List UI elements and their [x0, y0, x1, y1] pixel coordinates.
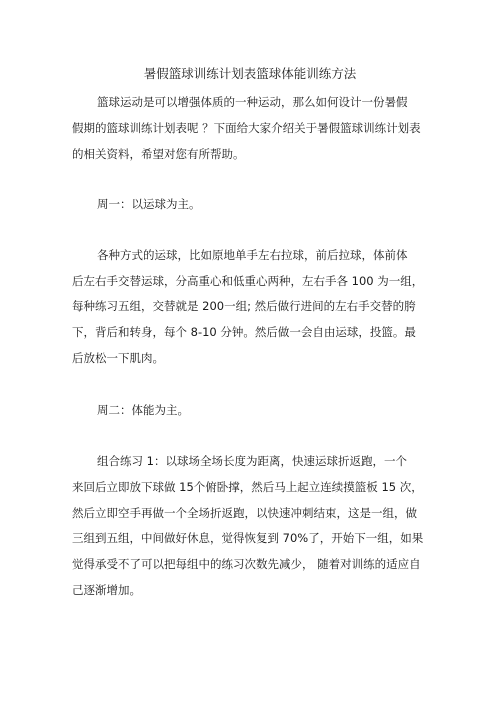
intro-line: 假期的篮球训练计划表呢 ？下面给大家介绍关于暑假篮球训练计划表 [72, 121, 421, 135]
tuesday-heading: 周二：体能为主。 [97, 403, 189, 417]
tuesday-line: 三组到五组，中间做好休息，觉得恢复到 70%了，开始下一组，如果 [72, 531, 424, 545]
document-title: 暑假篮球训练计划表篮球体能训练方法 [143, 66, 357, 81]
monday-heading: 周一：以运球为主。 [97, 197, 201, 211]
tuesday-line: 然后立即空手再做一个全场折返跑，以快速冲刺结束，这是一组，做 [72, 506, 417, 520]
monday-line: 后左右手交替运球，分高重心和低重心两种，左右手各 100 为一组， [72, 274, 424, 288]
intro-line: 的相关资料，希望对您有所帮助。 [72, 147, 245, 161]
monday-line: 每种练习五组，交替就是 200一组; 然后做行进间的左右手交替的胯 [72, 299, 416, 313]
monday-line: 各种方式的运球，比如原地单手左右拉球，前后拉球，体前体 [97, 248, 408, 262]
monday-line: 下，背后和转身，每个 8-10 分钟。然后做一会自由运球，投篮。最 [72, 325, 416, 339]
tuesday-line: 己逐渐增加。 [72, 583, 141, 597]
tuesday-line: 组合练习 1：以球场全场长度为距离，快速运球折返跑，一个 [97, 454, 407, 468]
monday-line: 后放松一下肌肉。 [72, 351, 164, 365]
tuesday-line: 觉得承受不了可以把每组中的练习次数先减少， 随着对训练的适应自 [72, 557, 421, 571]
intro-line: 篮球运动是可以增强体质的一种运动，那么如何设计一份暑假 [97, 95, 408, 109]
tuesday-line: 来回后立即放下球做 15个俯卧撑，然后马上起立连续摸篮板 15 次， [72, 480, 423, 494]
